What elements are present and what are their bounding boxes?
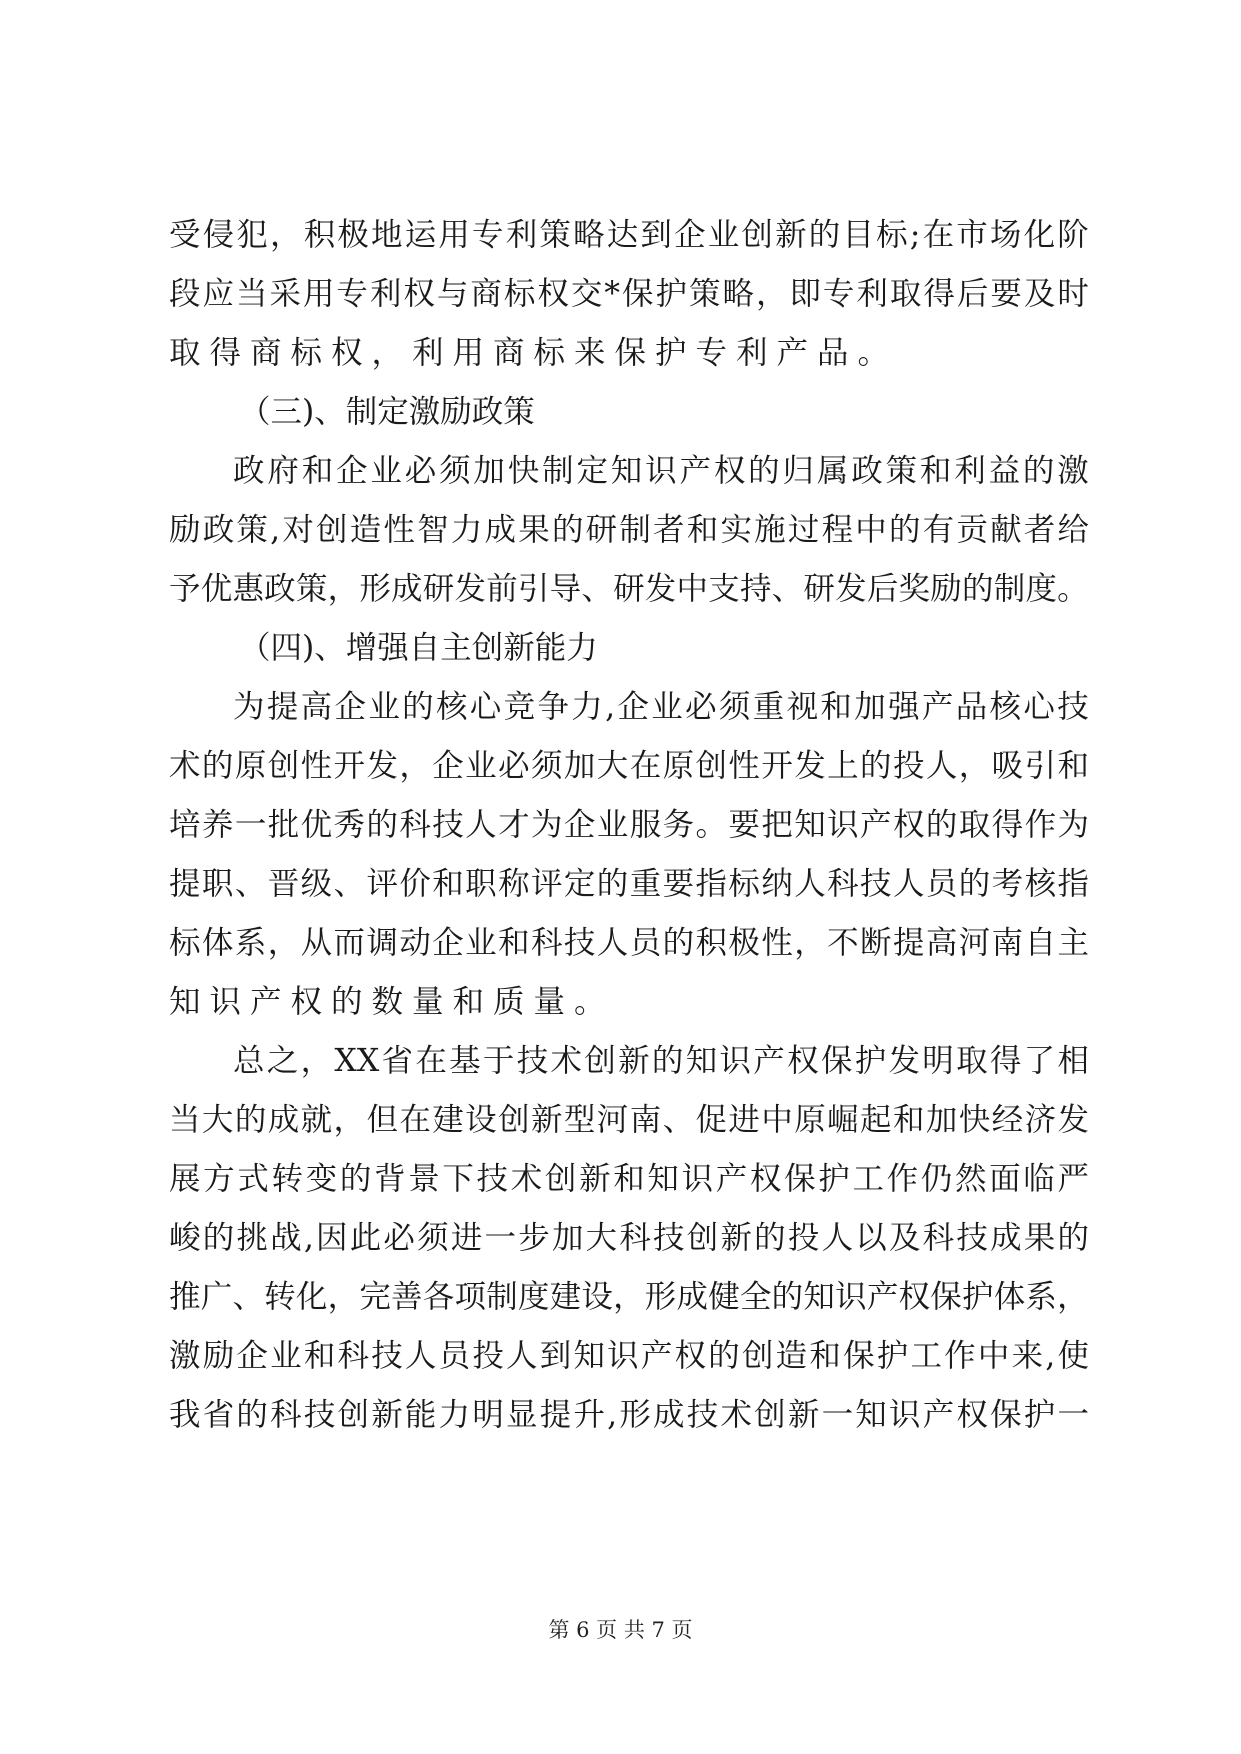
section-heading: （三)、制定激励政策 <box>239 394 535 430</box>
text-line: 励 政 策 , 对 创 造 性 智 力 成 果 的 研 制 者 和 实 施 过 程 中 的 有 贡 献 者 给 <box>169 512 1089 548</box>
text-line: 峻 的 挑 战 , 因 此 必 须 进 一 步 加 大 科 技 创 新 的 投 人 以 及 科 技 成 果 的 <box>169 1220 1089 1256</box>
text-line: 培 养 一 批 优 秀 的 科 技 人 才 为 企 业 服 务 。 要 把 知 识 产 权 的 取 得 作 为 <box>169 807 1089 843</box>
text-line: 予 优 惠 政 策 ， 形 成 研 发 前 引 导 、 研 发 中 支 持 、 研 发 后 奖 励 的 制 度 。 <box>169 571 1089 607</box>
text-line: 术 的 原 创 性 开 发 ， 企 业 必 须 加 大 在 原 创 性 开 发 上 的 投 人 ， 吸 引 和 <box>169 748 1089 784</box>
text-line: 知识产权的数量和质量。 <box>169 984 615 1020</box>
text-line: 取得商标权，利用商标来保护专利产品。 <box>169 335 899 371</box>
text-line: 提 职 、 晋 级 、 评 价 和 职 称 评 定 的 重 要 指 标 纳 人 科 技 人 员 的 考 核 指 <box>169 866 1089 902</box>
text-line: 段 应 当 采 用 专 利 权 与 商 标 权 交 * 保 护 策 略 ， 即 专 利 取 得 后 要 及 时 <box>169 276 1089 312</box>
text-line: 展 方 式 转 变 的 背 景 下 技 术 创 新 和 知 识 产 权 保 护 工 作 仍 然 面 临 严 <box>169 1161 1089 1197</box>
text-line: 标 体 系 ， 从 而 调 动 企 业 和 科 技 人 员 的 积 极 性 ， 不 断 提 高 河 南 自 主 <box>169 925 1089 961</box>
text-line: 政 府 和 企 业 必 须 加 快 制 定 知 识 产 权 的 归 属 政 策 和 利 益 的 激 <box>233 453 1089 489</box>
text-line: 受 侵 犯 ， 积 极 地 运 用 专 利 策 略 达 到 企 业 创 新 的 目 标 ; 在 市 场 化 阶 <box>169 217 1089 253</box>
document-body <box>169 206 1089 1445</box>
text-line: 激 励 企 业 和 科 技 人 员 投 人 到 知 识 产 权 的 创 造 和 保 护 工 作 中 来 , 使 <box>169 1338 1089 1374</box>
page-footer: 第 6 页 共 7 页 <box>548 1618 693 1642</box>
text-line: 为 提 高 企 业 的 核 心 竞 争 力 , 企 业 必 须 重 视 和 加 强 产 品 核 心 技 <box>233 689 1089 725</box>
text-line: 我 省 的 科 技 创 新 能 力 明 显 提 升 , 形 成 技 术 创 新 一 知 识 产 权 保 护 一 <box>169 1397 1089 1433</box>
section-heading: （四)、增强自主创新能力 <box>239 630 598 666</box>
text-line: 当 大 的 成 就 ， 但 在 建 设 创 新 型 河 南 、 促 进 中 原 崛 起 和 加 快 经 济 发 <box>169 1102 1089 1138</box>
text-line: 推 广 、 转 化 ， 完 善 各 项 制 度 建 设 ， 形 成 健 全 的 知 识 产 权 保 护 体 系 ， <box>169 1279 1089 1315</box>
text-line: 总 之 ， XX 省 在 基 于 技 术 创 新 的 知 识 产 权 保 护 发 明 取 得 了 相 <box>233 1043 1089 1079</box>
